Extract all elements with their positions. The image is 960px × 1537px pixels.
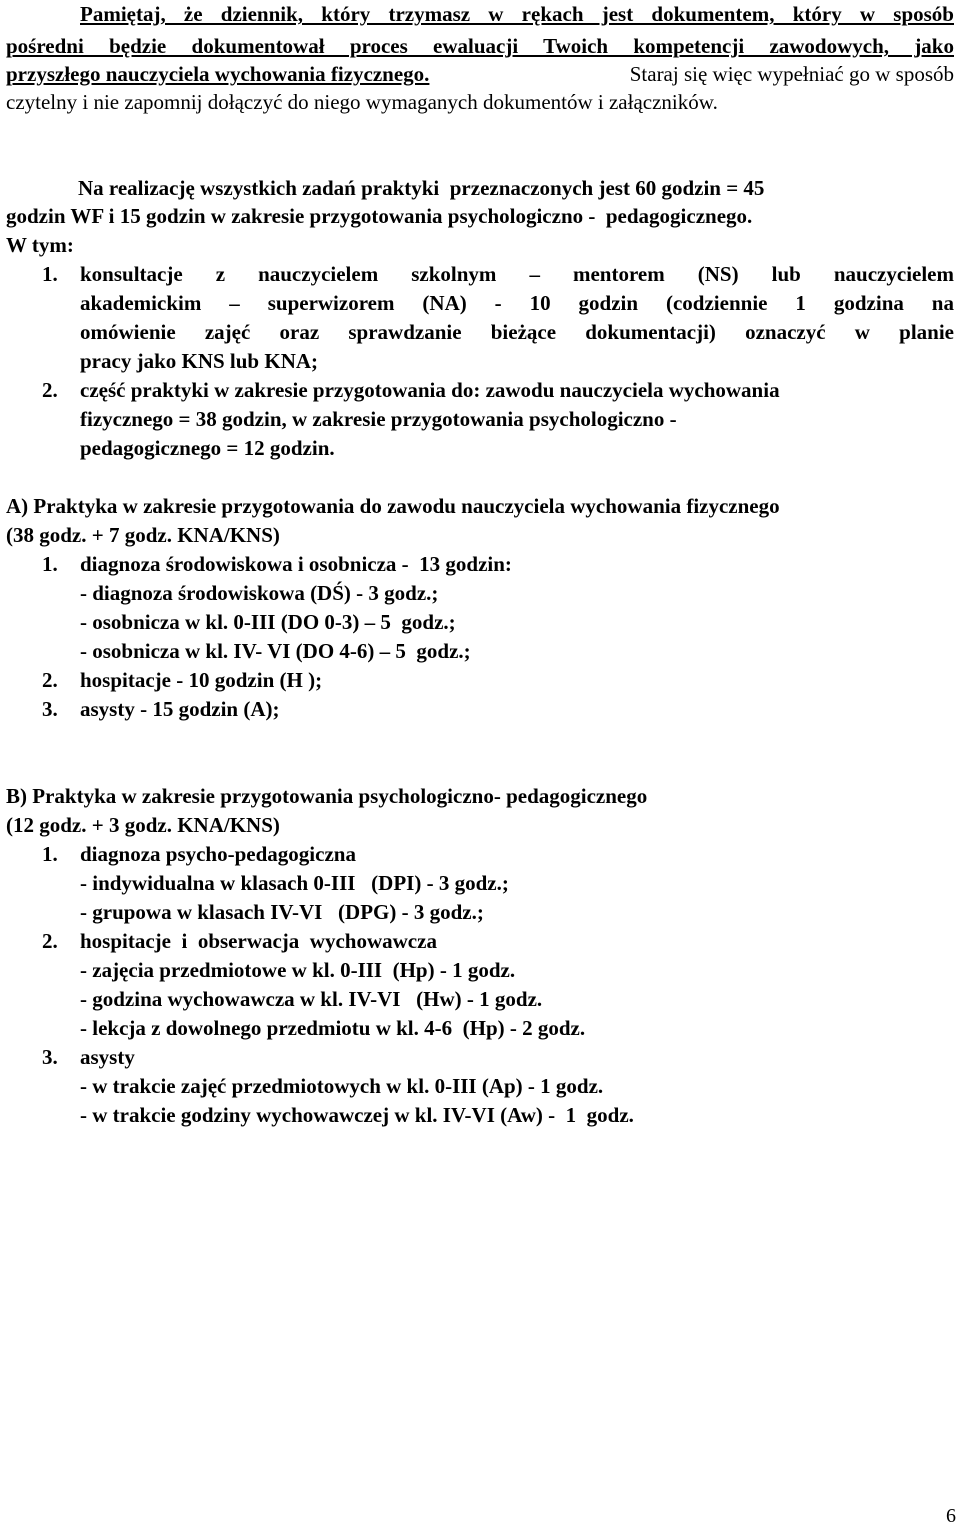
section-a-hours: (38 godz. + 7 godz. KNA/KNS): [6, 523, 280, 547]
section-b-line: - w trakcie zajęć przedmiotowych w kl. 0-III (Ap) - 1 godz.: [80, 1074, 604, 1098]
section-a-item-number: 3.: [42, 697, 58, 721]
section-b-item-number: 2.: [42, 929, 58, 953]
summary-line-2: godzin WF i 15 godzin w zakresie przygotowania psychologiczno - pedagogicznego.: [6, 204, 753, 228]
intro-line-1: Pamiętaj, że dziennik, który trzymasz w rękach jest dokumentem, który w sposób: [80, 2, 954, 26]
intro-line-2: pośredni będzie dokumentował proces ewaluacji Twoich kompetencji zawodowych, jako: [6, 34, 954, 58]
item-1-number: 1.: [42, 262, 58, 286]
section-b-line: - grupowa w klasach IV-VI (DPG) - 3 godz.;: [80, 900, 484, 924]
item-2-line-1: część praktyki w zakresie przygotowania do: zawodu nauczyciela wychowania: [80, 378, 780, 402]
item-1-line-1: konsultacje z nauczycielem szkolnym – mentorem (NS) lub nauczycielem: [80, 262, 954, 286]
section-b-line: - lekcja z dowolnego przedmiotu w kl. 4-6 (Hp) - 2 godz.: [80, 1016, 586, 1040]
section-a-line: asysty - 15 godzin (A);: [80, 697, 280, 721]
section-a-line: - osobnicza w kl. 0-III (DO 0-3) – 5 godz.;: [80, 610, 456, 634]
section-a-item-number: 1.: [42, 552, 58, 576]
section-b-line: diagnoza psycho-pedagogiczna: [80, 842, 356, 866]
summary-line-1: Na realizację wszystkich zadań praktyki przeznaczonych jest 60 godzin = 45: [78, 176, 765, 200]
item-1-line-4: pracy jako KNS lub KNA;: [80, 349, 319, 373]
intro-line-4: czytelny i nie zapomnij dołączyć do niego wymaganych dokumentów i załączników.: [6, 90, 718, 114]
section-b-line: - indywidualna w klasach 0-III (DPI) - 3 godz.;: [80, 871, 509, 895]
section-b-line: - zajęcia przedmiotowe w kl. 0-III (Hp) - 1 godz.: [80, 958, 516, 982]
intro-emphasis: przyszłego nauczyciela wychowania fizycznego.: [6, 62, 430, 86]
section-a-line: - osobnicza w kl. IV- VI (DO 4-6) – 5 godz.;: [80, 639, 471, 663]
section-a-line: hospitacje - 10 godzin (H );: [80, 668, 323, 692]
item-2-line-2: fizycznego = 38 godzin, w zakresie przygotowania psychologiczno -: [80, 407, 677, 431]
item-2-number: 2.: [42, 378, 58, 402]
section-b-hours: (12 godz. + 3 godz. KNA/KNS): [6, 813, 280, 837]
item-1-line-3: omówienie zajęć oraz sprawdzanie bieżące dokumentacji) oznaczyć w planie: [80, 320, 954, 344]
section-a-item-number: 2.: [42, 668, 58, 692]
item-1-line-2: akademickim – superwizorem (NA) - 10 godzin (codziennie 1 godzina na: [80, 291, 954, 315]
section-a-line: diagnoza środowiskowa i osobnicza - 13 godzin:: [80, 552, 512, 576]
section-b-line: asysty: [80, 1045, 135, 1069]
section-a-line: - diagnoza środowiskowa (DŚ) - 3 godz.;: [80, 581, 439, 605]
page-number: 6: [946, 1505, 956, 1527]
section-b-line: - godzina wychowawcza w kl. IV-VI (Hw) - 1 godz.: [80, 987, 543, 1011]
intro-line-3: [6, 60, 954, 89]
section-b-heading: B) Praktyka w zakresie przygotowania psychologiczno- pedagogicznego: [6, 784, 648, 808]
section-b-line: hospitacje i obserwacja wychowawcza: [80, 929, 437, 953]
intro-line-3-rest: Staraj się więc wypełniać go w sposób: [624, 62, 954, 86]
section-b-item-number: 3.: [42, 1045, 58, 1069]
summary-line-3: W tym:: [6, 233, 74, 257]
section-b-line: - w trakcie godziny wychowawczej w kl. IV-VI (Aw) - 1 godz.: [80, 1103, 634, 1127]
section-b-item-number: 1.: [42, 842, 58, 866]
item-2-line-3: pedagogicznego = 12 godzin.: [80, 436, 335, 460]
section-a-heading: A) Praktyka w zakresie przygotowania do zawodu nauczyciela wychowania fizycznego: [6, 494, 780, 518]
